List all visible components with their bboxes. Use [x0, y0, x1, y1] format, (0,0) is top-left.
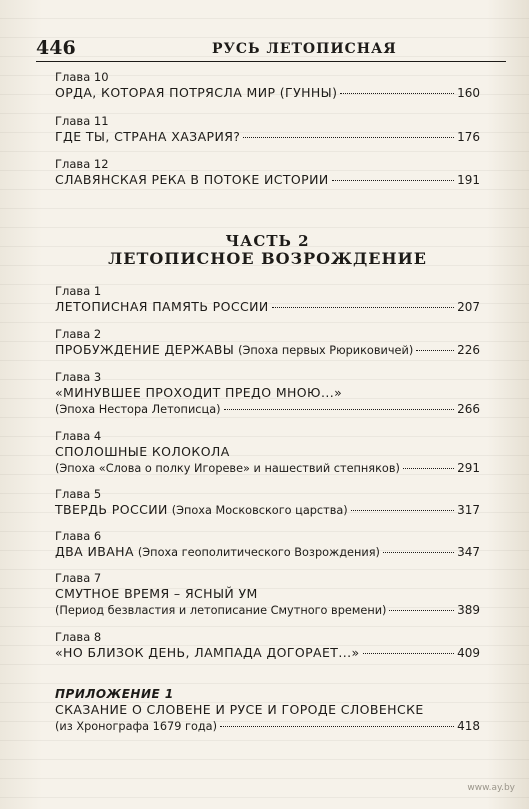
chapter-title: СПОЛОШНЫЕ КОЛОКОЛА — [55, 444, 230, 459]
chapter-label: Глава 10 — [55, 70, 109, 84]
part-title: ЛЕТОПИСНОЕ ВОЗРОЖДЕНИЕ — [108, 249, 427, 268]
chapter-title: СМУТНОЕ ВРЕМЯ – ЯСНЫЙ УМ — [55, 586, 258, 601]
toc-entry[interactable] — [55, 630, 480, 662]
running-head: РУСЬ ЛЕТОПИСНАЯ — [212, 41, 397, 57]
toc-entry[interactable] — [55, 284, 480, 316]
chapter-subtitle: (Эпоха «Слова о полку Игореве» и нашествий степняков) — [55, 462, 400, 475]
page-header — [36, 37, 506, 62]
chapter-label: Глава 3 — [55, 370, 102, 384]
page-ref: 409 — [457, 646, 480, 660]
page-ref: 226 — [457, 343, 480, 357]
toc-entry[interactable] — [55, 429, 480, 477]
site-watermark: www.ay.by — [467, 783, 515, 793]
leader-dots — [332, 180, 455, 181]
chapter-subtitle: (Эпоха Нестора Летописца) — [55, 403, 221, 416]
leader-dots — [416, 350, 454, 351]
chapter-label: Глава 1 — [55, 284, 102, 298]
chapter-label: Глава 8 — [55, 630, 102, 644]
leader-dots — [403, 468, 454, 469]
leader-dots — [243, 137, 454, 138]
page-ref: 191 — [457, 173, 480, 187]
toc-entry-appendix[interactable] — [55, 687, 480, 735]
appendix-subtitle: (из Хронографа 1679 года) — [55, 720, 217, 733]
page-ref: 160 — [457, 86, 480, 100]
chapter-label: Глава 5 — [55, 487, 102, 501]
chapter-title: ЛЕТОПИСНАЯ ПАМЯТЬ РОССИИ — [55, 299, 269, 314]
appendix-title: СКАЗАНИЕ О СЛОВЕНЕ И РУСЕ И ГОРОДЕ СЛОВЕНСКЕ — [55, 702, 424, 717]
page-ref: 389 — [457, 603, 480, 617]
leader-dots — [220, 726, 454, 727]
chapter-label: Глава 4 — [55, 429, 102, 443]
page-ref: 207 — [457, 300, 480, 314]
chapter-title: «МИНУВШЕЕ ПРОХОДИТ ПРЕДО МНОЮ...» — [55, 385, 343, 400]
chapter-subtitle: (Период безвластия и летописание Смутного времени) — [55, 604, 387, 617]
leader-dots — [340, 93, 454, 94]
leader-dots — [224, 409, 455, 410]
part-heading: ЧАСТЬ 2 — [225, 232, 310, 250]
chapter-subtitle: (Эпоха первых Рюриковичей) — [238, 344, 414, 357]
leader-dots — [363, 653, 455, 654]
page-ref: 266 — [457, 402, 480, 416]
chapter-title: ОРДА, КОТОРАЯ ПОТРЯСЛА МИР (ГУННЫ) — [55, 85, 338, 100]
chapter-label: Глава 2 — [55, 327, 102, 341]
page-ref: 418 — [457, 719, 480, 733]
toc-entry[interactable] — [55, 70, 480, 102]
leader-dots — [383, 552, 454, 553]
leader-dots — [389, 610, 454, 611]
page-ref: 176 — [457, 130, 480, 144]
appendix-label: ПРИЛОЖЕНИЕ 1 — [55, 687, 174, 701]
toc-entry[interactable] — [55, 487, 480, 519]
chapter-label: Глава 12 — [55, 157, 109, 171]
toc-entry[interactable] — [55, 571, 480, 619]
toc-entry[interactable] — [55, 529, 480, 561]
page-number: 446 — [36, 37, 76, 59]
page-ref: 317 — [457, 503, 480, 517]
chapter-title: ТВЕРДЬ РОССИИ — [55, 502, 168, 517]
chapter-title: «НО БЛИЗОК ДЕНЬ, ЛАМПАДА ДОГОРАЕТ...» — [55, 645, 360, 660]
chapter-title: ГДЕ ТЫ, СТРАНА ХАЗАРИЯ? — [55, 129, 241, 144]
chapter-title: ДВА ИВАНА — [55, 544, 134, 559]
chapter-label: Глава 7 — [55, 571, 102, 585]
leader-dots — [272, 307, 454, 308]
page-ref: 291 — [457, 461, 480, 475]
toc-entry[interactable] — [55, 327, 480, 359]
chapter-subtitle: (Эпоха Московского царства) — [171, 504, 348, 517]
toc-entry[interactable] — [55, 114, 480, 146]
chapter-subtitle: (Эпоха геополитического Возрождения) — [137, 546, 380, 559]
chapter-title: ПРОБУЖДЕНИЕ ДЕРЖАВЫ — [55, 342, 235, 357]
chapter-label: Глава 11 — [55, 114, 109, 128]
chapter-title: СЛАВЯНСКАЯ РЕКА В ПОТОКЕ ИСТОРИИ — [55, 172, 329, 187]
leader-dots — [351, 510, 454, 511]
toc-entry[interactable] — [55, 157, 480, 189]
page-ref: 347 — [457, 545, 480, 559]
chapter-label: Глава 6 — [55, 529, 102, 543]
toc-entry[interactable] — [55, 370, 480, 418]
